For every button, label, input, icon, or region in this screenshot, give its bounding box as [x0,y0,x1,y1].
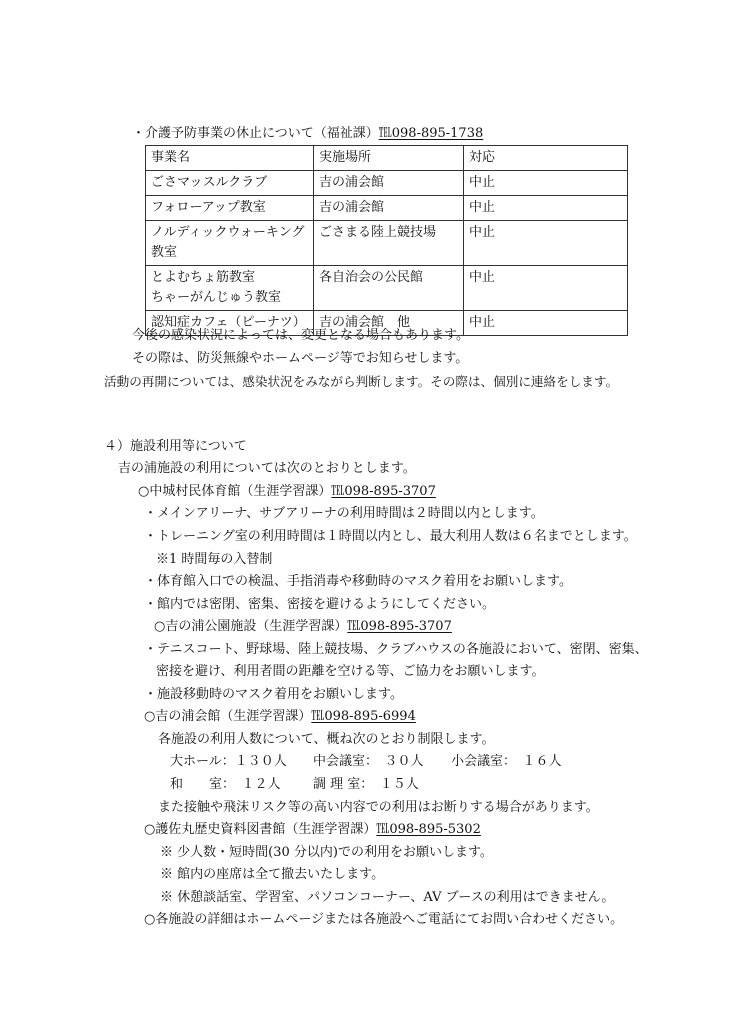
care-tel: ℡098-895-1738 [378,126,484,141]
care-note: その際は、防災無線やホームページ等でお知らせします。 [132,351,469,366]
gym-item: ※1 時間毎の入替制 [156,552,273,567]
header-status: 対応 [464,146,628,171]
hall-title [144,708,416,726]
service-name: ちゃーがんじゅう教室 [151,290,282,305]
service-name-cell [146,221,314,266]
gym-item: ・メインアリーナ、サブアリーナの利用時間は２時間以内とします。 [144,506,544,521]
header-location: 実施場所 [314,146,464,171]
gym-title-text: ○中城村民体育館（生涯学習課） [138,484,332,499]
service-name: フォローアップ教室 [151,200,266,215]
location-cell: 吉の浦会館 [314,196,464,221]
park-tel: ℡098-895-3707 [347,619,452,634]
status-cell: 中止 [464,266,628,311]
gym-item: ・トレーニング室の利用時間は１時間以内とし、最大利用人数は６名までとします。 [144,529,637,544]
hall-room: 和 室： １２人 [170,777,281,792]
facility-closing: ○各施設の詳細はホームページまたは各施設へご電話にてお問い合わせください。 [144,912,624,927]
service-name-cell [146,196,314,221]
gym-item: ・体育館入口での検温、手指消毒や移動時のマスク着用をお願いします。 [144,574,572,589]
library-item: ※ 館内の座席は全て撤去いたします。 [160,867,385,882]
gym-title [138,483,436,501]
location-cell: 各自治会の公民館 [314,266,464,311]
facility-intro: 吉の浦施設の利用については次のとおりとします。 [118,461,416,476]
care-services-table [145,145,628,336]
status-cell: 中止 [464,196,628,221]
library-item: ※ 休憩談話室、学習室、パソコンコーナー、AV ブースの利用はできません。 [160,890,615,905]
library-title-text: ○護佐丸歴史資料図書館（生涯学習課） [144,822,377,837]
service-name: ノルディックウォーキング [151,225,305,240]
facility-heading: ４）施設利用等について [104,439,247,454]
hall-tel: ℡098-895-6994 [311,709,416,724]
service-name: ごさマッスルクラブ [151,175,268,190]
service-name: 認知症カフェ（ピーナツ） [151,315,306,330]
hall-room: 中会議室： ３０人 [313,754,424,769]
library-tel: ℡098-895-5302 [376,822,481,837]
hall-room: 小会議室： １６人 [451,754,562,769]
park-item: 密接を避け、利用者間の距離を空ける等、ご協力をお願いします。 [156,664,545,679]
park-item: ・施設移動時のマスク着用をお願いします。 [144,687,403,702]
status-cell: 中止 [464,311,628,336]
service-name-cell [146,266,314,311]
park-title-text: ○吉の浦公園施設（生涯学習課） [154,619,348,634]
care-note: 今後の感染状況によっては、変更となる場合もあります。 [132,328,469,343]
care-heading [132,125,483,143]
table-row [146,171,628,196]
table-row [146,221,628,266]
location-cell: ごさまる陸上競技場 [314,221,464,266]
status-cell: 中止 [464,221,628,266]
table-header-row [146,146,628,171]
library-title [144,821,481,839]
hall-intro: 各施設の利用人数について、概ね次のとおり制限します。 [158,732,495,747]
service-name: とよむちょ筋教室 [151,270,256,285]
hall-note: また接触や飛沫リスク等の高い内容での利用はお断りする場合があります。 [158,800,599,815]
table-row [146,266,628,311]
service-name-cell [146,171,314,196]
care-heading-text: ・介護予防事業の休止について（福祉課） [132,126,379,141]
hall-room: 大ホール：１３０人 [170,754,287,769]
care-note: 活動の再開については、感染状況をみながら判断します。その際は、個別に連絡をします。 [104,374,619,389]
table-row [146,196,628,221]
library-item: ※ 少人数・短時間(30 分以内)での利用をお願いします。 [160,845,493,860]
service-name: 教室 [151,245,178,260]
header-service-name: 事業名 [146,146,314,171]
location-cell: 吉の浦会館 [314,171,464,196]
park-item: ・テニスコート、野球場、陸上競技場、クラブハウスの各施設において、密閉、密集、 [144,642,648,657]
status-cell: 中止 [464,171,628,196]
location-cell: 吉の浦会館 他 [314,311,464,336]
hall-title-text: ○吉の浦会館（生涯学習課） [144,709,312,724]
hall-room: 調 理 室： １５人 [313,777,419,792]
gym-tel: ℡098-895-3707 [331,484,436,499]
gym-item: ・館内では密閉、密集、密接を避けるようにしてください。 [144,597,496,612]
park-title [154,618,452,636]
